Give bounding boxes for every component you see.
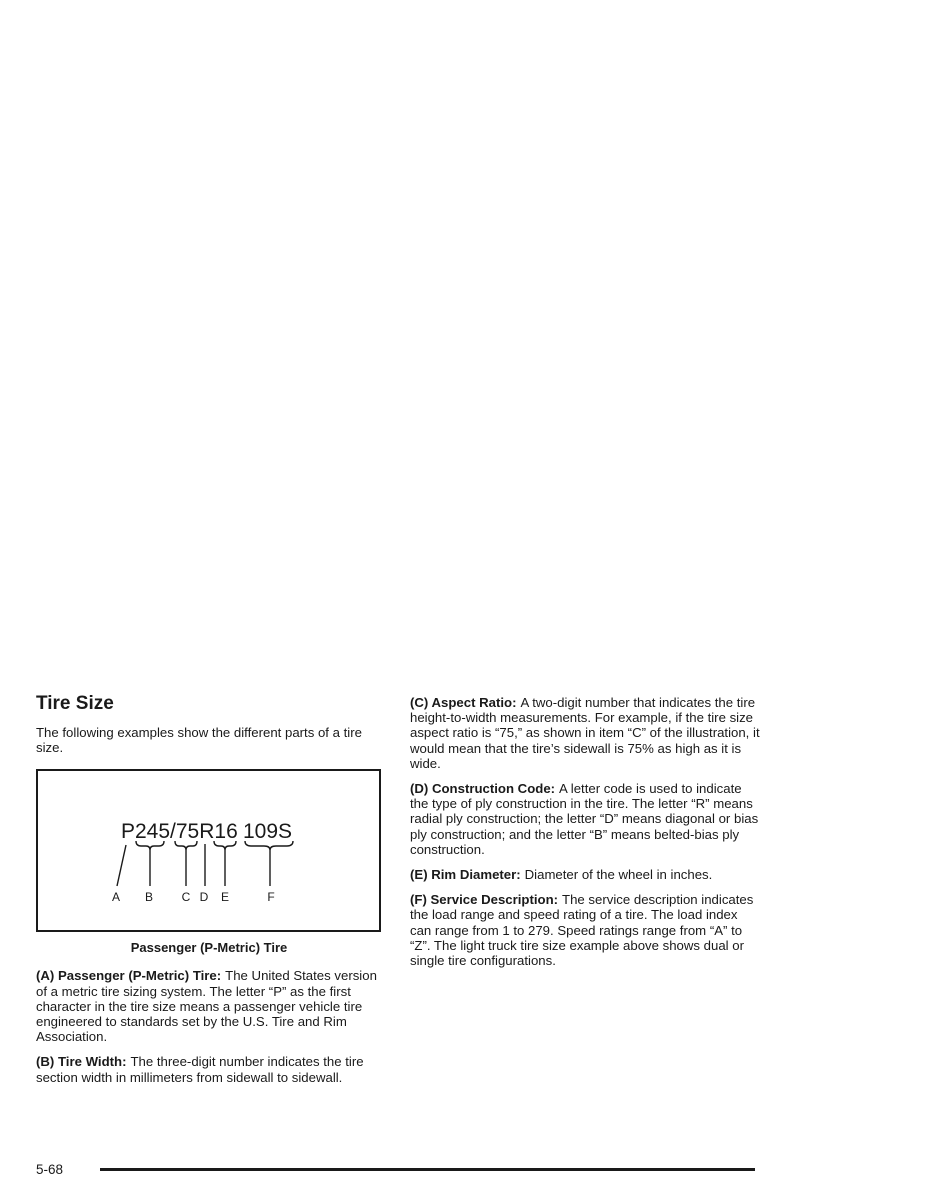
label-d: D [199,890,209,905]
definition-f-text: The service description indicates the load range and speed rating of a tire. The load index can range from 1 to 279. Speed ratings range from “A” to “Z”. The light truck tire size example above shows dual or single tire configurations. [410,892,754,969]
definition-d-term: (D) Construction Code: [410,781,556,797]
right-column [410,695,760,978]
definition-c [410,695,760,771]
left-column [36,693,382,1095]
definition-a-term: (A) Passenger (P-Metric) Tire: [36,968,222,984]
definition-f [410,892,760,968]
tire-code-main: P245/75R16 [121,820,238,844]
tire-code-service: 109S [243,820,293,844]
definition-c-term: (C) Aspect Ratio: [410,695,517,710]
definition-b-term: (B) Tire Width: [36,1054,127,1070]
label-f: F [267,890,275,905]
label-c: C [181,890,191,905]
label-e: E [220,890,230,905]
page-number: 5-68 [36,1162,64,1177]
definition-a [36,968,382,1044]
intro-paragraph: The following examples show the different parts of a tire size. [36,725,362,756]
definition-e [410,867,760,882]
definition-d-text: A letter code is used to indicate the type of ply construction in the tire. The letter “R” means radial ply construction; the letter “D” means diagonal or bias ply construction; and the letter “B” means belted-bias ply construction. [410,781,759,857]
figure-caption: Passenger (P-Metric) Tire [130,940,288,956]
definition-a-text: The United States version of a metric tire sizing system. The letter “P” as the first character in the tire size means a passenger vehicle tire engineered to standards set by the U.S. Tire and Rim Association. [36,968,377,1045]
definition-c-text: A two-digit number that indicates the tire height-to-width measurements. For example, if the tire size aspect ratio is “75,” as shown in item “C” of the illustration, it would mean that the tire’s sidewall is 75% as high as it is wide. [410,695,760,771]
section-title: Tire Size [36,693,114,714]
definition-d [410,781,760,857]
definition-b-text: The three-digit number indicates the tire section width in millimeters from sidewall to sidewall. [36,1054,364,1085]
definition-f-term: (F) Service Description: [410,892,559,908]
definition-e-text: Diameter of the wheel in inches. [524,867,713,883]
label-b: B [144,890,154,905]
definition-e-term: (E) Rim Diameter: [410,867,521,883]
definition-b [36,1054,382,1084]
tire-size-diagram [38,771,379,930]
footer-rule [100,1168,755,1171]
bracket-lines [117,841,293,886]
pointer-a [117,845,126,886]
tire-size-figure [36,769,381,932]
label-a: A [111,890,121,905]
